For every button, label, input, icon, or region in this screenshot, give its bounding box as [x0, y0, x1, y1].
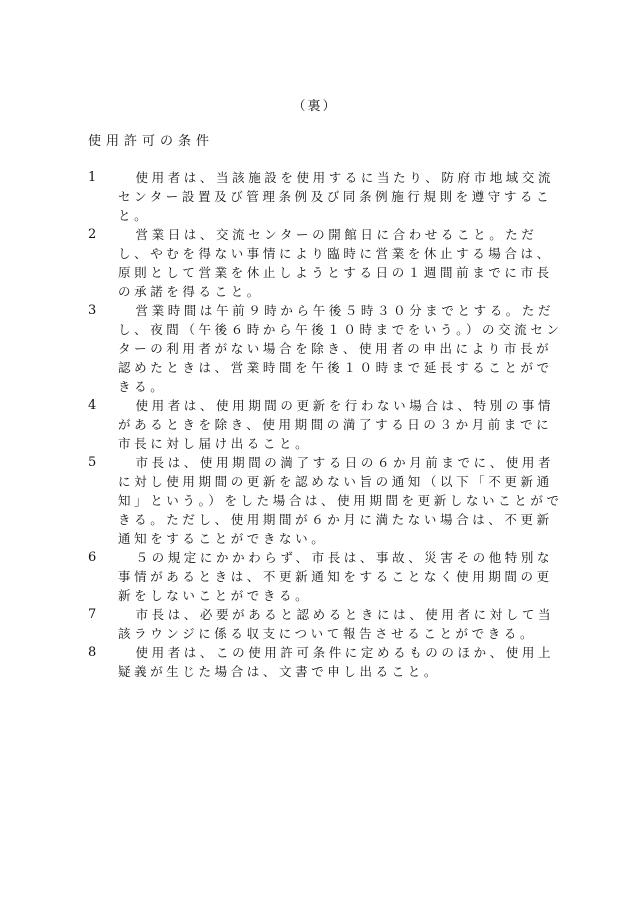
clause-number: 8	[88, 645, 97, 660]
clause-text: 使用者は、この使用許可条件に定めるもののほか、使用上疑義が生じた場合は、文書で申し出ること。	[118, 645, 555, 679]
clause-number: 3	[88, 303, 97, 318]
clause-text: 営業時間は午前９時から午後５時３０分までとする。ただし、夜間（午後６時から午後１０時までをいう。）の交流センターの利用者がない場合を除き、使用者の申出により市長が認めたときは、営業時間を午後１０時まで延長することができる。	[118, 303, 563, 394]
clause-text: 市長は、使用期間の満了する日の６か月前までに、使用者に対し使用期間の更新を認めない旨の通知（以下「不更新通知」という。）をした場合は、使用期間を更新しないことができる。ただし、使用期間が６か月に満たない場合は、不更新通知をすることができない。	[118, 455, 563, 546]
clause-text: 使用者は、使用期間の更新を行わない場合は、特別の事情があるときを除き、使用期間の満了する日の３か月前までに市長に対し届け出ること。	[118, 398, 555, 451]
clause-number: 1	[88, 170, 97, 185]
clause-number: 4	[88, 398, 97, 413]
clause-1	[88, 168, 563, 225]
clause-number: 6	[88, 550, 97, 565]
clause-7	[88, 605, 563, 643]
clause-5	[88, 453, 563, 548]
section-title: 使用許可の条件	[88, 134, 215, 149]
page-side-label: （裏）	[292, 99, 338, 114]
clause-text: 市長は、必要があると認めるときには、使用者に対して当該ラウンジに係る収支について報告させることができる。	[118, 607, 555, 641]
clause-text: 営業日は、交流センターの開館日に合わせること。ただし、やむを得ない事情により臨時に営業を休止する場合は、原則として営業を休止しようとする日の１週間前までに市長の承諾を得ること。	[118, 227, 553, 299]
clause-6	[88, 548, 563, 605]
clause-number: 7	[88, 607, 97, 622]
clause-2	[88, 225, 563, 301]
clause-4	[88, 396, 563, 453]
clause-8	[88, 643, 563, 681]
clause-number: 5	[88, 455, 97, 470]
conditions-list	[88, 168, 563, 681]
clause-text: 使用者は、当該施設を使用するに当たり、防府市地域交流センター設置及び管理条例及び同条例施行規則を遵守すること。	[118, 170, 555, 223]
clause-text: ５の規定にかかわらず、市長は、事故、災害その他特別な事情があるときは、不更新通知をすることなく使用期間の更新をしないことができる。	[118, 550, 554, 603]
clause-number: 2	[88, 227, 97, 242]
clause-3	[88, 301, 563, 396]
